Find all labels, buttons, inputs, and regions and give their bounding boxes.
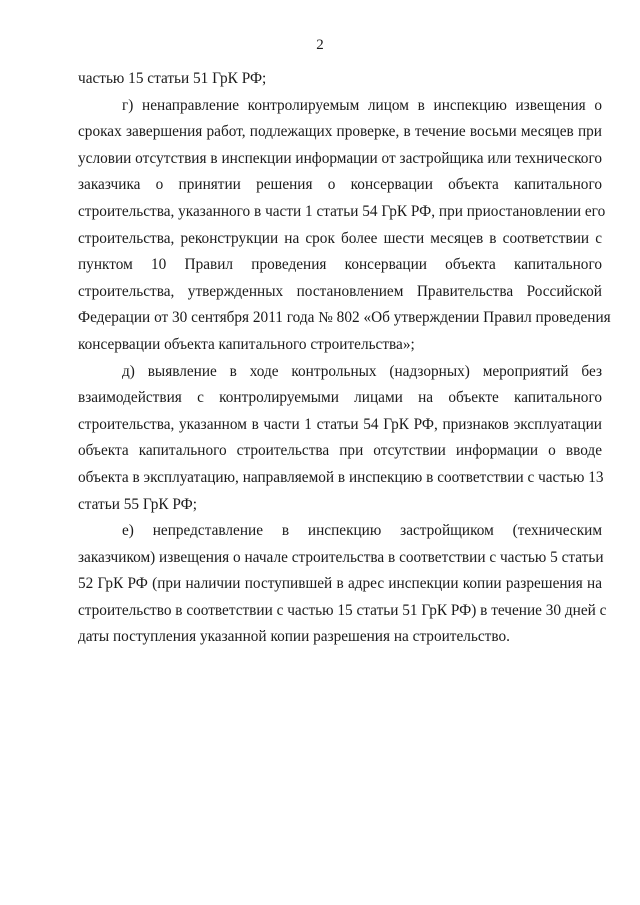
paragraph-g-line: сроках завершения работ, подлежащих проверке, в течение восьми месяцев при <box>78 123 602 141</box>
paragraph-g-line: строительства, указанного в части 1 статьи 54 ГрК РФ, при приостановлении его <box>78 202 606 220</box>
paragraph-d-line: д) выявление в ходе контрольных (надзорных) мероприятий без <box>122 362 602 380</box>
paragraph-e-line: заказчиком) извещения о начале строительства в соответствии с частью 5 статьи <box>78 548 604 566</box>
document-body <box>78 66 611 651</box>
paragraph-g-line: строительства, утвержденных постановлением Правительства Российской <box>78 282 602 300</box>
paragraph-g-line: г) ненаправление контролируемым лицом в инспекцию извещения о <box>122 96 602 114</box>
paragraph-e-line: строительство в соответствии с частью 15 статьи 51 ГрК РФ) в течение 30 дней с <box>78 601 607 619</box>
paragraph-g-line: Федерации от 30 сентября 2011 года № 802 «Об утверждении Правил проведения <box>78 309 611 327</box>
paragraph-g-line: консервации объекта капитального строительства»; <box>78 335 415 353</box>
paragraph-e-line: 52 ГрК РФ (при наличии поступившей в адрес инспекции копии разрешения на <box>78 575 602 593</box>
paragraph-g-line: пунктом 10 Правил проведения консервации объекта капитального <box>78 256 602 274</box>
paragraph-g-line: условии отсутствия в инспекции информации от застройщика или технического <box>78 149 602 167</box>
paragraph-g-line: строительства, реконструкции на срок более шести месяцев в соответствии с <box>78 229 602 247</box>
paragraph-e-line: е) непредставление в инспекцию застройщиком (техническим <box>122 522 602 540</box>
paragraph-g-line: заказчика о принятии решения о консервации объекта капитального <box>78 176 602 194</box>
paragraph-d-line: статьи 55 ГрК РФ; <box>78 495 197 513</box>
paragraph-d-line: объекта в эксплуатацию, направляемой в инспекцию в соответствии с частью 13 <box>78 468 604 486</box>
paragraph-d-line: взаимодействия с контролируемыми лицами на объекте капитального <box>78 389 602 407</box>
paragraph-e-line: даты поступления указанной копии разрешения на строительство. <box>78 628 510 646</box>
paragraph-d-line: строительства, указанном в части 1 статьи 54 ГрК РФ, признаков эксплуатации <box>78 415 602 433</box>
paragraph-d-line: объекта капитального строительства при отсутствии информации о вводе <box>78 442 602 460</box>
page-number: 2 <box>316 37 324 53</box>
text-line: частью 15 статьи 51 ГрК РФ; <box>78 70 267 87</box>
